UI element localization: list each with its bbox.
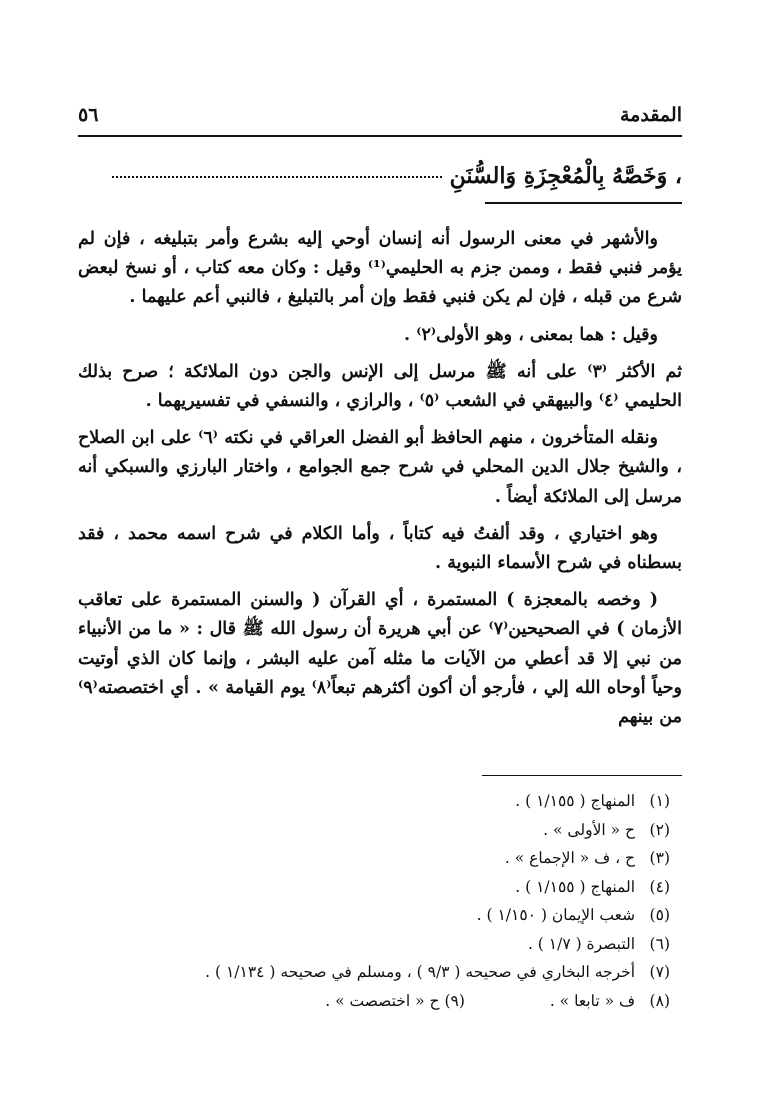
footnote-number: (٨) bbox=[649, 991, 670, 1010]
footnote bbox=[550, 987, 670, 1016]
page-number: ٥٦ bbox=[78, 104, 99, 126]
footnote bbox=[80, 930, 670, 959]
matn-line bbox=[78, 163, 682, 189]
header-title: المقدمة bbox=[619, 104, 682, 126]
footnote-text: المنهاج ( ١/١٥٥ ) . bbox=[515, 792, 636, 810]
dotted-leader bbox=[112, 176, 442, 178]
matn-text: ، وَخَصَّهُ بِالْمُعْجِزَةِ وَالسُّنَنِ bbox=[449, 163, 682, 189]
header-rule bbox=[78, 135, 682, 137]
footnote-number: (٩) bbox=[444, 991, 465, 1010]
footnote-text: شعب الإيمان ( ١/١٥٠ ) . bbox=[476, 906, 636, 924]
footnote-text: ح ، ف « الإجماع » . bbox=[504, 849, 636, 867]
footnote-number: (٧) bbox=[649, 963, 670, 981]
footnote-text: ح « اختصصت » . bbox=[325, 991, 440, 1010]
footnote-text: ح « الأولى » . bbox=[543, 820, 636, 839]
matn-rule bbox=[485, 202, 682, 204]
footnote bbox=[80, 873, 670, 902]
footnote bbox=[80, 844, 670, 873]
running-header bbox=[78, 104, 682, 134]
paragraph: ( وخصه بالمعجزة ) المستمرة ، أي القرآن ( والسنن المستمرة على تعاقب الأزمان ) في الصحيحين⁽٧⁾ عن أبي هريرة أن رسول الله ﷺ قال : « ما من الأنبياء من نبي إلا قد أعطي من الآيات ما مثله آمن عليه البشر ، وإنما كان الذي أوتيت وحياً أوحاه الله إلي ، فأرجو أن أكون أكثرهم تبعاً⁽٨⁾ يوم القيامة » . أي اختصصته⁽٩⁾ من بينهم bbox=[78, 590, 683, 728]
paragraph: ونقله المتأخرون ، منهم الحافظ أبو الفضل العراقي في نكته ⁽٦⁾ على ابن الصلاح ، والشيخ جلال الدين المحلي في شرح جمع الجوامع ، واختار البارزي والسبكي أنه مرسل إلى الملائكة أيضاً . bbox=[78, 428, 682, 507]
footnote-pair bbox=[80, 987, 670, 1016]
footnote-number: (١) bbox=[649, 792, 670, 810]
footnote-rule bbox=[482, 775, 682, 776]
footnote-number: (٣) bbox=[649, 849, 670, 867]
footnote-text: التبصرة ( ١/٧ ) . bbox=[527, 934, 636, 953]
footnote-number: (٥) bbox=[649, 906, 670, 924]
footnote-text: ف « تابعا » . bbox=[549, 991, 636, 1010]
footnote-number: (٤) bbox=[649, 877, 670, 896]
footnote bbox=[80, 901, 670, 930]
footnote-text: أخرجه البخاري في صحيحه ( ٩/٣ ) ، ومسلم في صحيحه ( ١/١٣٤ ) . bbox=[205, 963, 636, 981]
paragraph: وهو اختياري ، وقد ألفتُ فيه كتاباً ، وأما الكلام في شرح اسمه محمد ، فقد بسطناه في شرح الأسماء النبوية . bbox=[78, 523, 682, 574]
footnotes bbox=[80, 787, 670, 1015]
commentary-body bbox=[78, 225, 682, 740]
paragraph: ثم الأكثر ⁽٣⁾ على أنه ﷺ مرسل إلى الإنس والجن دون الملائكة ؛ صرح بذلك الحليمي ⁽٤⁾ والبيهقي في الشعب ⁽٥⁾ ، والرازي ، والنسفي في تفسيريهما . bbox=[78, 361, 682, 412]
footnote-number: (٢) bbox=[649, 820, 670, 839]
paragraph: وقيل : هما بمعنى ، وهو الأولى⁽٢⁾ . bbox=[404, 324, 658, 345]
footnote bbox=[325, 987, 465, 1016]
footnote-number: (٦) bbox=[649, 934, 670, 953]
footnote bbox=[80, 816, 670, 845]
footnote-text: المنهاج ( ١/١٥٥ ) . bbox=[515, 877, 636, 896]
footnote bbox=[80, 787, 670, 816]
footnote bbox=[80, 958, 670, 987]
paragraph: والأشهر في معنى الرسول أنه إنسان أوحي إليه بشرع وأمر بتبليغه ، فإن لم يؤمر فنبي فقط ، وممن جزم به الحليمي⁽¹⁾ وقيل : وكان معه كتاب ، أو نسخ لبعض شرع من قبله ، فإن لم يكن فنبي فقط وإن أمر بالتبليغ ، فالنبي أعم عليهما . bbox=[78, 229, 682, 308]
